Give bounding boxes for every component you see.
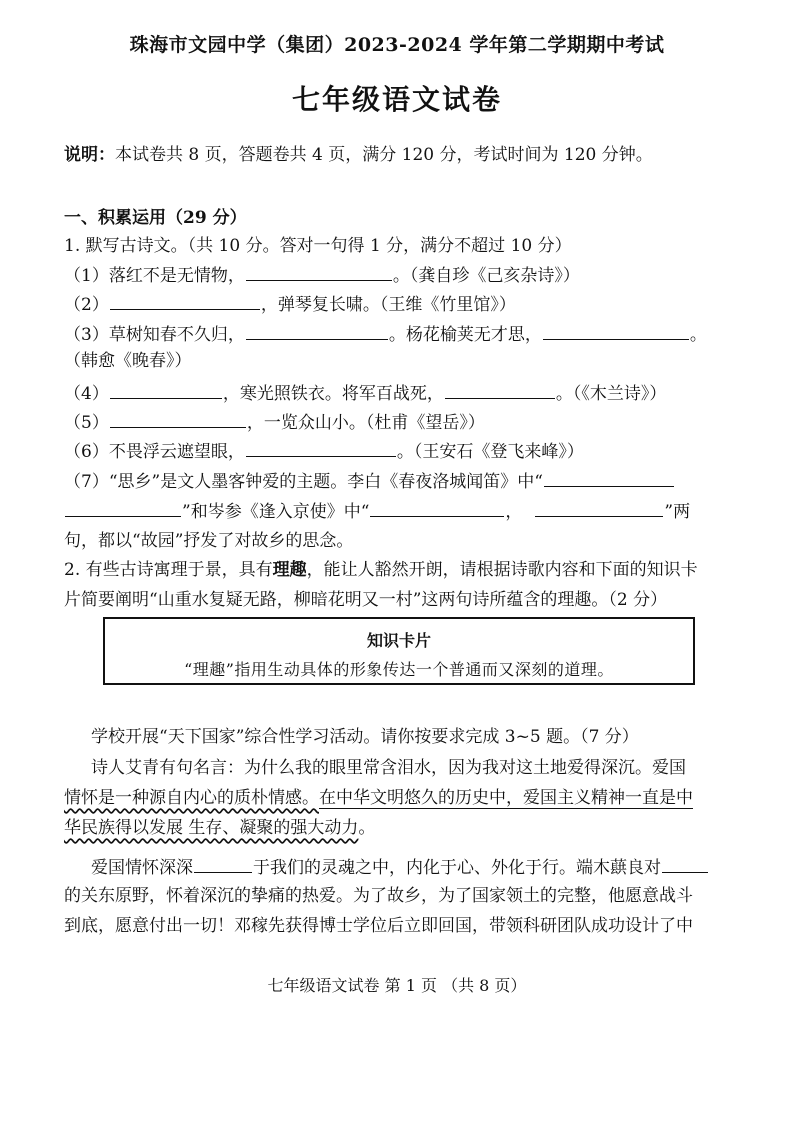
q1-stem: 1. 默写古诗文。（共 10 分。答对一句得 1 分，满分不超过 10 分） (64, 236, 572, 256)
q1-line-7-cont: ”和岑参《逢入京使》中“ ， ”两 (64, 499, 690, 523)
q1-line-3-source: （韩愈《晚春》） (64, 351, 192, 371)
passage-p1-line2 (64, 787, 693, 809)
answer-blank[interactable] (110, 292, 260, 310)
q1-line-7: （7）“思乡”是文人墨客钟爱的主题。李白《春夜洛城闻笛》中“ (64, 469, 675, 493)
passage-intro: 学校开展“天下国家”综合性学习活动。请你按要求完成 3~5 题。（7 分） (91, 727, 639, 747)
q1-line-6: （6）不畏浮云遮望眼， 。（王安石《登飞来峰》） (64, 439, 584, 463)
passage-p1-line1: 诗人艾青有句名言：为什么我的眼里常含泪水，因为我对这土地爱得深沉。爱国 (91, 758, 686, 778)
knowledge-card-title: 知识卡片 (366, 631, 431, 650)
passage-p2-line1: 爱国情怀深深 于我们的灵魂之中，内化于心、外化于行。端木蕻良对 (91, 855, 709, 879)
paper-title: 七年级语文试卷 (291, 83, 502, 116)
q2-line-2: 片简要阐明“山重水复疑无路，柳暗花明又一村”这两句诗所蕴含的理趣。（2 分） (64, 590, 668, 610)
q1-line-4: （4） ，寒光照铁衣。将军百战死， 。（《木兰诗》） (64, 381, 666, 405)
q2-keyword: 理趣 (272, 560, 307, 580)
q2-line-1: 2. 有些古诗寓理于景，具有理趣，能让人豁然开朗，请根据诗歌内容和下面的知识卡 (64, 560, 698, 580)
q1-line-3: （3）草树知春不久归， 。杨花榆荚无才思， 。 (64, 322, 707, 346)
instructions-text: 本试卷共 8 页，答题卷共 4 页，满分 120 分，考试时间为 120 分钟。 (115, 145, 653, 165)
answer-blank[interactable] (246, 263, 392, 281)
knowledge-card (103, 617, 695, 685)
answer-blank[interactable] (370, 499, 504, 517)
page-footer: 七年级语文试卷 第 1 页 （共 8 页） (267, 976, 527, 995)
answer-blank[interactable] (246, 439, 396, 457)
q1-line-2: （2） ，弹琴复长啸。（王维《竹里馆》） (64, 292, 516, 316)
wavy-underlined-sentence: 华民族得以发展 生存、凝聚的强大动力 (64, 818, 359, 838)
answer-blank[interactable] (246, 322, 388, 340)
underlined-sentence: 在中华文明悠久的历史中，爱国主义精神一直是中 (319, 788, 693, 808)
instructions (64, 144, 653, 166)
q1-line-7-end: 句，都以“故园”抒发了对故乡的思念。 (64, 531, 354, 551)
answer-blank[interactable] (535, 499, 663, 517)
passage-p1-line3: 华民族得以发展 生存、凝聚的强大动力。 (64, 818, 376, 838)
section-heading: 一、积累运用（29 分） (64, 208, 247, 228)
instructions-label: 说明： (64, 145, 115, 165)
answer-blank[interactable] (544, 469, 674, 487)
knowledge-card-body: “理趣”指用生动具体的形象传达一个普通而又深刻的道理。 (184, 660, 614, 679)
answer-blank[interactable] (543, 322, 689, 340)
answer-blank[interactable] (445, 381, 555, 399)
answer-blank[interactable] (194, 855, 252, 873)
answer-blank[interactable] (65, 499, 181, 517)
answer-blank[interactable] (662, 855, 708, 873)
answer-blank[interactable] (110, 410, 246, 428)
answer-blank[interactable] (110, 381, 222, 399)
q1-line-1: （1）落红不是无情物， 。（龚自珍《己亥杂诗》） (64, 263, 580, 287)
wavy-underlined-text: 情怀是一种源自内心的质朴情感。 (64, 788, 319, 808)
passage-p2-line2: 的关东原野，怀着深沉的挚痛的热爱。为了故乡，为了国家领土的完整，他愿意战斗 (64, 886, 693, 906)
passage-p2-line3: 到底，愿意付出一切！邓稼先获得博士学位后立即回国，带领科研团队成功设计了中 (64, 916, 693, 936)
school-exam-title: 珠海市文园中学（集团）2023-2024 学年第二学期期中考试 (129, 34, 665, 56)
q1-line-5: （5） ，一览众山小。（杜甫《望岳》） (64, 410, 485, 434)
